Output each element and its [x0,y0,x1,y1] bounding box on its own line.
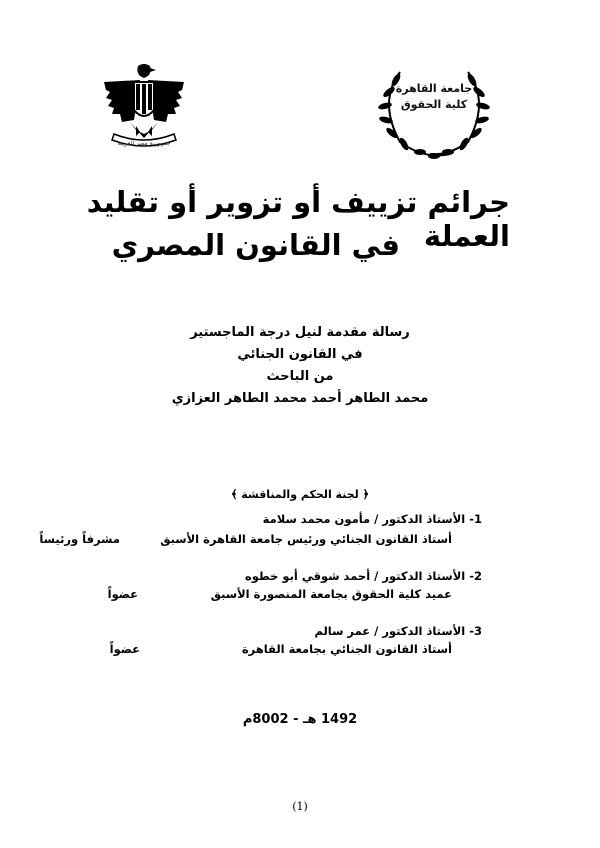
laurel-wreath-icon [370,62,498,162]
committee-member-3-role: عضواً [109,642,140,656]
seal-faculty-name: كلية الحقوق [400,98,468,111]
seal-university-name: جامعة القاهرة [395,82,473,95]
by-researcher-label: من الباحث [266,369,334,384]
field-statement: في القانون الجنائي [237,347,363,362]
page-number: (1) [292,800,308,813]
committee-member-3-description: أستاذ القانون الجنائي بجامعة القاهرة [241,642,452,656]
researcher-name: محمد الطاهر أحمد محمد الطاهر العزازي [171,391,429,406]
university-seal [370,62,498,162]
eagle-caption: جمهورية مصر العربية [117,140,171,147]
committee-heading: ﴿ لجنة الحكم والمناقشة ﴾ [230,488,370,501]
committee-member-2-name: 2- الأستاذ الدكتور / أحمد شوقي أبو خطوه [244,569,482,583]
committee-member-2-description: عميد كلية الحقوق بجامعة المنصورة الأسبق [210,587,452,601]
thesis-date: 1492 هـ - 8002م [242,712,358,727]
committee-member-1-role: مشرفاً ورئيساً [39,532,120,546]
committee-member-3-name: 3- الأستاذ الدكتور / عمر سالم [314,624,482,638]
thesis-title-line-1: جرائم تزييف أو تزوير أو تقليد العملة [86,185,510,253]
committee-member-2-role: عضواً [107,587,138,601]
thesis-title-line-2: في القانون المصري [111,228,400,262]
degree-statement: رسالة مقدمة لنيل درجة الماجستير [190,325,410,340]
committee-member-1-name: 1- الأستاذ الدكتور / مأمون محمد سلامة [262,512,482,526]
committee-member-1-description: أستاذ القانون الجنائي ورئيس جامعة القاهرة الأسبق [160,532,452,546]
